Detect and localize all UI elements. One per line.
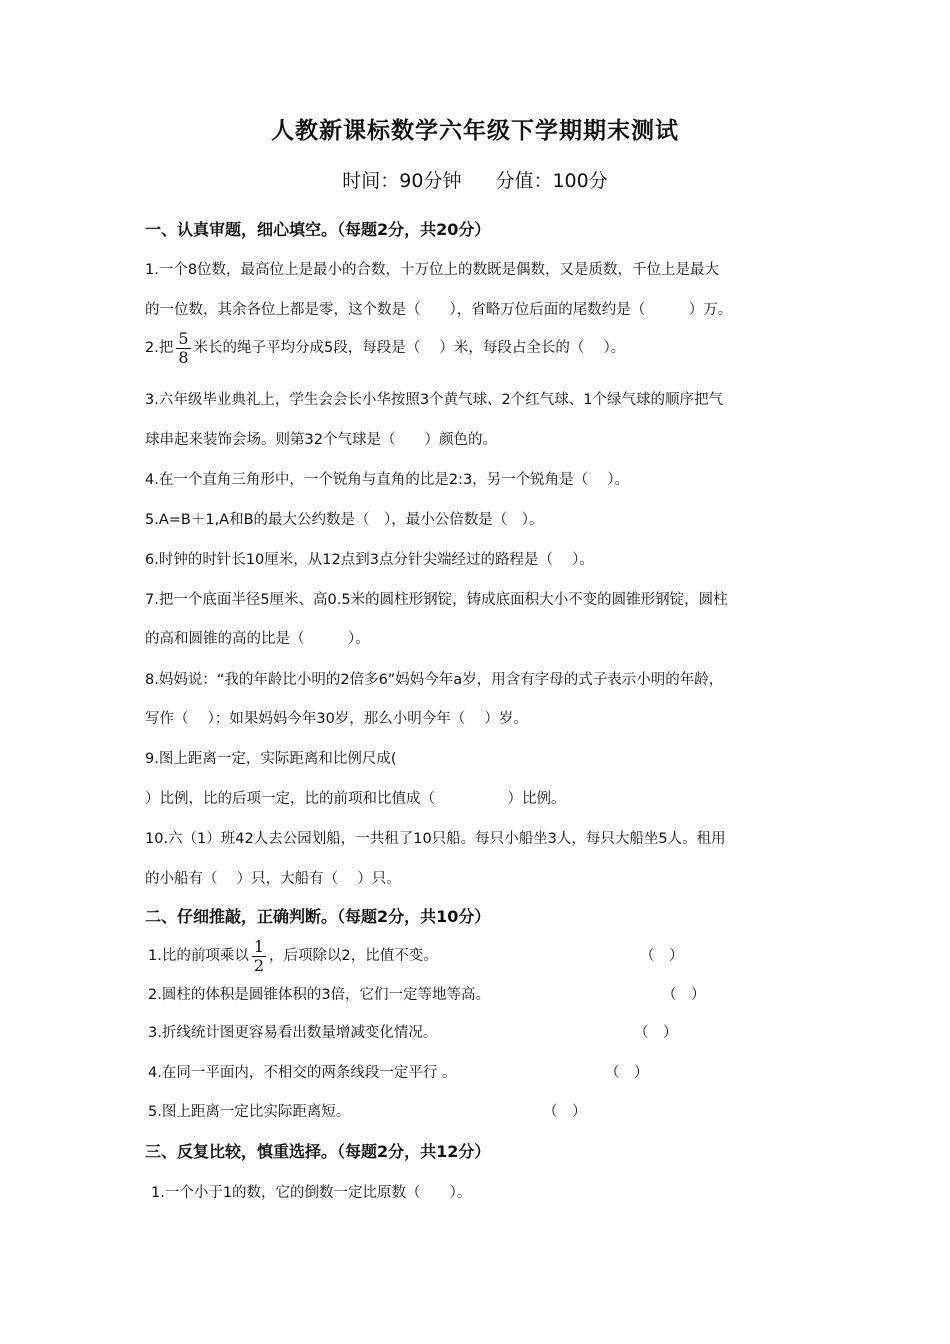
question-8-line-2: 写作（ ）；如果妈妈今年30岁，那么小明今年（ ）岁。: [145, 711, 528, 727]
fraction-numerator: 1: [253, 936, 265, 956]
fraction-one-half: [252, 938, 266, 975]
exam-time: 时间：90分钟: [342, 170, 462, 192]
choice-1: 1.一个小于1的数，它的倒数一定比原数（ ）。: [151, 1185, 472, 1201]
question-5: 5.A=B＋1,A和B的最大公约数是（ ），最小公倍数是（ ）。: [145, 512, 544, 528]
judgement-1-suffix: ，后项除以2，比值不变。: [269, 948, 438, 964]
question-1-line-1: 1.一个8位数，最高位上是最小的合数，十万位上的数既是偶数，又是质数，千位上是最大: [145, 262, 720, 278]
judgement-1: [148, 934, 438, 978]
question-1-line-2: 的一位数，其余各位上都是零，这个数是（ ），省略万位后面的尾数约是（ ）万。: [145, 302, 733, 318]
question-10-line-1: 10.六（1）班42人去公园划船，一共租了10只船。每只小船坐3人，每只大船坐5人。租用: [145, 831, 726, 847]
fraction-five-eighths: [176, 330, 190, 367]
exam-score: 分值：100分: [495, 170, 608, 192]
judgement-5-answer-blank[interactable]: （ ）: [543, 1104, 587, 1120]
question-10-line-2: 的小船有（ ）只，大船有（ ）只。: [145, 871, 401, 887]
judgement-1-answer-blank[interactable]: （ ）: [640, 948, 684, 964]
question-3-line-1: 3.六年级毕业典礼上，学生会会长小华按照3个黄气球、2个红气球、1个绿气球的顺序把气: [145, 392, 724, 408]
judgement-5: 5.图上距离一定比实际距离短。: [148, 1104, 351, 1120]
section-1-heading: 一、认真审题，细心填空。（每题2分，共20分）: [145, 220, 491, 239]
question-6: 6.时钟的时针长10厘米，从12点到3点分针尖端经过的路程是（ ）。: [145, 552, 594, 568]
question-4: 4.在一个直角三角形中，一个锐角与直角的比是2:3，另一个锐角是（ ）。: [145, 472, 630, 488]
judgement-1-prefix: 1.比的前项乘以: [148, 948, 249, 964]
question-7-line-2: 的高和圆锥的高的比是（ ）。: [145, 631, 370, 647]
question-9-line-2: ）比例，比的后项一定，比的前项和比值成（ ）比例。: [145, 791, 566, 807]
judgement-2-answer-blank[interactable]: （ ）: [662, 987, 706, 1003]
judgement-4-answer-blank[interactable]: （ ）: [605, 1065, 649, 1081]
fraction-numerator: 5: [178, 328, 189, 348]
fraction-denominator: 8: [178, 347, 189, 367]
question-2-prefix: 2.把: [145, 340, 174, 356]
judgement-3: 3.折线统计图更容易看出数量增减变化情况。: [148, 1025, 438, 1041]
question-2: [145, 326, 625, 370]
question-9-line-1: 9.图上距离一定，实际距离和比例尺成(: [145, 751, 397, 767]
judgement-4: 4.在同一平面内，不相交的两条线段一定平行 。: [148, 1065, 457, 1081]
judgement-3-answer-blank[interactable]: （ ）: [634, 1025, 678, 1041]
judgement-2: 2.圆柱的体积是圆锥体积的3倍，它们一定等地等高。: [148, 987, 491, 1003]
question-8-line-1: 8.妈妈说：“我的年龄比小明的2倍多6”妈妈今年a岁，用含有字母的式子表示小明的年龄，: [145, 672, 724, 688]
section-3-heading: 三、反复比较，慎重选择。（每题2分，共12分）: [145, 1142, 491, 1161]
section-2-heading: 二、仔细推敲，正确判断。（每题2分，共10分）: [145, 907, 491, 926]
page-title: 人教新课标数学六年级下学期期末测试: [271, 118, 679, 144]
fraction-denominator: 2: [253, 955, 265, 975]
question-7-line-1: 7.把一个底面半径5厘米、高0.5米的圆柱形钢锭，铸成底面积大小不变的圆锥形钢锭，圆柱: [145, 592, 728, 608]
exam-info: [0, 166, 950, 193]
question-3-line-2: 球串起来装饰会场。则第32个气球是（ ）颜色的。: [145, 432, 497, 448]
question-2-suffix: 米长的绳子平均分成5段，每段是（ ）米，每段占全长的（ ）。: [193, 340, 626, 356]
